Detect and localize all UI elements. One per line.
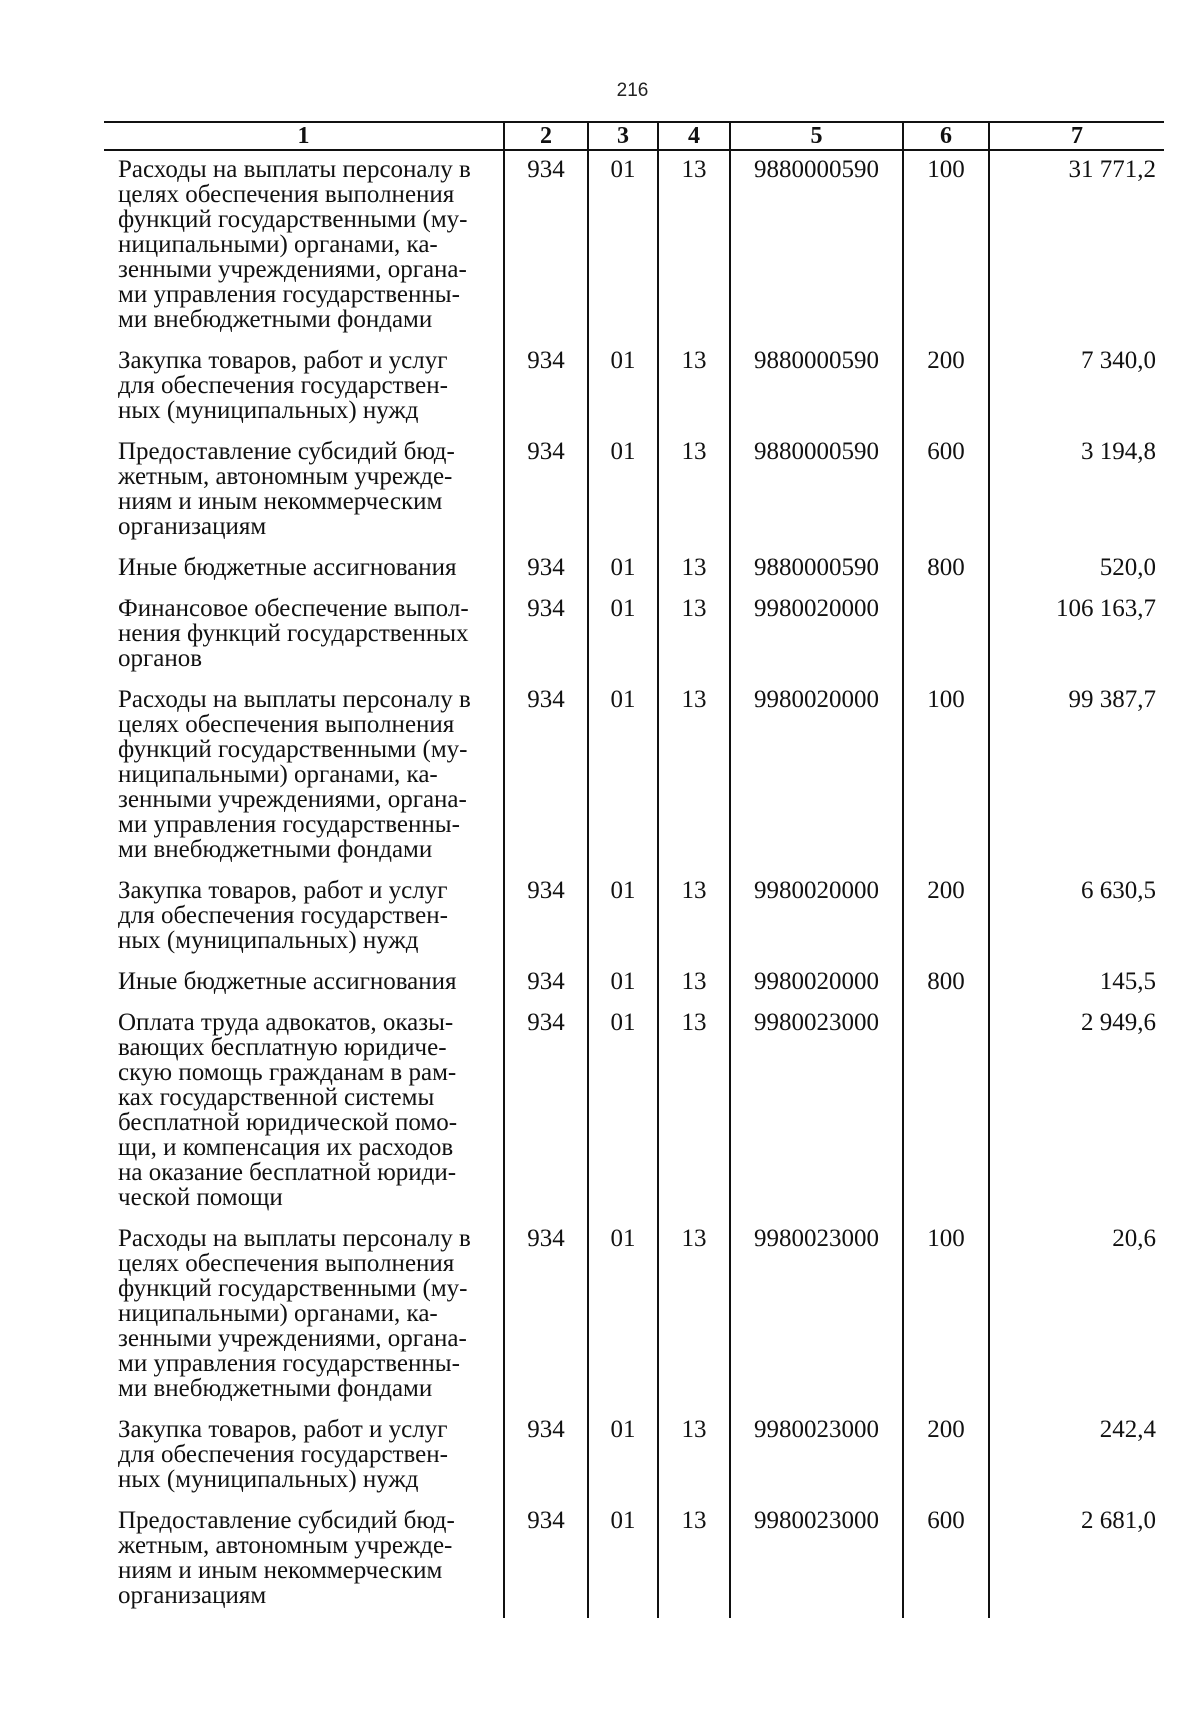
section-code: 01 [588,1220,658,1411]
amount-value: 99 387,7 [989,681,1164,872]
section-code: 01 [588,1004,658,1220]
section-code: 01 [588,963,658,1004]
expense-type-code [903,590,989,681]
expense-type-code: 100 [903,681,989,872]
amount-value: 3 194,8 [989,433,1164,549]
ministry-code: 934 [504,681,588,872]
amount-value: 242,4 [989,1411,1164,1502]
target-article-code: 9980023000 [730,1411,903,1502]
column-header-1: 1 [104,122,504,150]
budget-table [104,121,1164,1618]
column-header-7: 7 [989,122,1164,150]
target-article-code: 9880000590 [730,549,903,590]
target-article-code: 9880000590 [730,342,903,433]
subsection-code: 13 [658,433,730,549]
section-code: 01 [588,681,658,872]
ministry-code: 934 [504,549,588,590]
table-row [104,590,1164,681]
ministry-code: 934 [504,590,588,681]
row-description: Оплата труда адвокатов, оказы- вающих бесплатную юридиче- скую помощь гражданам в рам- ках государственной системы бесплатной юридической помо- щи, и компенсация их расходов на оказание бесплатной юриди- ческой помощи [118,1009,458,1211]
row-description: Расходы на выплаты персоналу в целях обеспечения выполнения функций государственными (му- ниципальными) органами, ка- зенными учреждениями, органа- ми управления государственны- ми внебюджетными фондами [118,156,471,333]
amount-value: 520,0 [989,549,1164,590]
subsection-code: 13 [658,549,730,590]
table-row [104,1220,1164,1411]
expense-type-code: 100 [903,150,989,342]
ministry-code: 934 [504,342,588,433]
table-body [104,150,1164,1618]
amount-value: 20,6 [989,1220,1164,1411]
ministry-code: 934 [504,1411,588,1502]
amount-value: 2 681,0 [989,1502,1164,1618]
subsection-code: 13 [658,1411,730,1502]
row-description: Закупка товаров, работ и услуг для обеспечения государствен- ных (муниципальных) нужд [118,877,448,954]
ministry-code: 934 [504,1004,588,1220]
column-header-3: 3 [588,122,658,150]
target-article-code: 9980023000 [730,1004,903,1220]
ministry-code: 934 [504,433,588,549]
section-code: 01 [588,1411,658,1502]
row-description: Предоставление субсидий бюд- жетным, автономным учрежде- ниям и иным некоммерческим организациям [118,438,455,540]
ministry-code: 934 [504,150,588,342]
expense-type-code [903,1004,989,1220]
subsection-code: 13 [658,342,730,433]
subsection-code: 13 [658,150,730,342]
ministry-code: 934 [504,963,588,1004]
expense-type-code: 800 [903,549,989,590]
table-row [104,549,1164,590]
amount-value: 6 630,5 [989,872,1164,963]
table-row [104,1502,1164,1618]
target-article-code: 9880000590 [730,150,903,342]
subsection-code: 13 [658,590,730,681]
target-article-code: 9980023000 [730,1502,903,1618]
table-row [104,872,1164,963]
ministry-code: 934 [504,1220,588,1411]
ministry-code: 934 [504,872,588,963]
column-header-5: 5 [730,122,903,150]
section-code: 01 [588,872,658,963]
section-code: 01 [588,150,658,342]
column-header-4: 4 [658,122,730,150]
target-article-code: 9980020000 [730,590,903,681]
target-article-code: 9980023000 [730,1220,903,1411]
expense-type-code: 200 [903,342,989,433]
ministry-code: 934 [504,1502,588,1618]
table-row [104,681,1164,872]
target-article-code: 9980020000 [730,963,903,1004]
subsection-code: 13 [658,1220,730,1411]
target-article-code: 9980020000 [730,681,903,872]
target-article-code: 9880000590 [730,433,903,549]
amount-value: 7 340,0 [989,342,1164,433]
section-code: 01 [588,590,658,681]
subsection-code: 13 [658,1004,730,1220]
expense-type-code: 800 [903,963,989,1004]
row-description: Закупка товаров, работ и услуг для обеспечения государствен- ных (муниципальных) нужд [118,347,448,424]
expense-type-code: 200 [903,1411,989,1502]
expense-type-code: 600 [903,1502,989,1618]
header-row [104,122,1164,150]
section-code: 01 [588,433,658,549]
expense-type-code: 200 [903,872,989,963]
page-number: 216 [616,80,649,101]
row-description: Иные бюджетные ассигнования [118,554,457,581]
section-code: 01 [588,549,658,590]
subsection-code: 13 [658,1502,730,1618]
section-code: 01 [588,342,658,433]
row-description: Предоставление субсидий бюд- жетным, автономным учрежде- ниям и иным некоммерческим организациям [118,1507,455,1609]
subsection-code: 13 [658,681,730,872]
column-header-2: 2 [504,122,588,150]
row-description: Закупка товаров, работ и услуг для обеспечения государствен- ных (муниципальных) нужд [118,1416,448,1493]
table-row [104,342,1164,433]
table-row [104,150,1164,342]
amount-value: 2 949,6 [989,1004,1164,1220]
amount-value: 145,5 [989,963,1164,1004]
table-row [104,1411,1164,1502]
amount-value: 31 771,2 [989,150,1164,342]
table-row [104,433,1164,549]
expense-type-code: 600 [903,433,989,549]
amount-value: 106 163,7 [989,590,1164,681]
expense-type-code: 100 [903,1220,989,1411]
table-row [104,1004,1164,1220]
section-code: 01 [588,1502,658,1618]
subsection-code: 13 [658,872,730,963]
table-row [104,963,1164,1004]
row-description: Иные бюджетные ассигнования [118,968,457,995]
row-description: Расходы на выплаты персоналу в целях обеспечения выполнения функций государственными (му- ниципальными) органами, ка- зенными учреждениями, органа- ми управления государственны- ми внебюджетными фондами [118,1225,471,1402]
column-header-6: 6 [903,122,989,150]
subsection-code: 13 [658,963,730,1004]
row-description: Финансовое обеспечение выпол- нения функций государственных органов [118,595,469,672]
target-article-code: 9980020000 [730,872,903,963]
row-description: Расходы на выплаты персоналу в целях обеспечения выполнения функций государственными (му- ниципальными) органами, ка- зенными учреждениями, органа- ми управления государственны- ми внебюджетными фондами [118,686,471,863]
